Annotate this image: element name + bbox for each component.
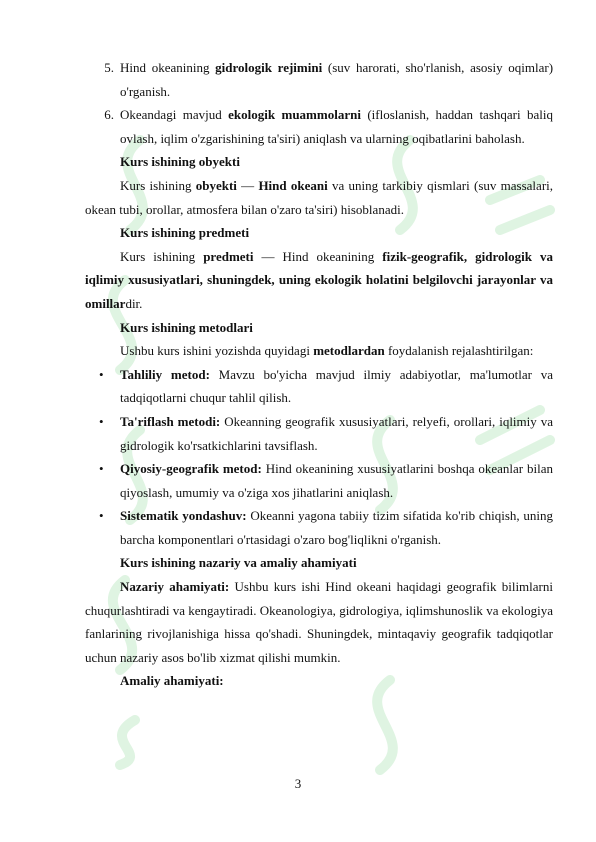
bullet-item	[85, 363, 553, 410]
text-part: foydalanish rejalashtirilgan:	[384, 343, 534, 359]
bullet-icon: •	[99, 413, 104, 429]
text-part: Ushbu kurs ishini yozishda quyidagi	[120, 343, 314, 359]
bullet-text	[120, 457, 553, 504]
item-text-part: (suv harorati, sho'rlanish, asosiy oqimlar) o'rganish.	[120, 60, 554, 99]
item-text-part: Okeandagi mavjud	[120, 107, 229, 123]
text-bold: obyekti	[195, 177, 237, 193]
paragraph-metod-intro	[85, 339, 553, 363]
text-part: — Hind okeanining	[253, 248, 383, 264]
paragraph-nazariy	[85, 575, 553, 669]
text-part: Hind okeanining xususiyatlarini boshqa okeanlar bilan qiyoslash, umumiy va o'ziga xos jihatlarini aniqlash.	[120, 461, 553, 500]
bullet-icon: •	[99, 461, 104, 477]
item-number: 6.	[104, 107, 114, 123]
bullet-text	[120, 504, 553, 551]
text-part: va uning tarkibiy qismlari (suv massalari, okean tubi, orollar, atmosfera bilan o'zaro ta'siri) hisoblanadi.	[85, 177, 554, 217]
bullet-item	[85, 410, 553, 457]
list-item	[85, 103, 553, 150]
text-part: —	[236, 177, 259, 193]
item-bold: ekologik muammolarni	[228, 107, 361, 123]
page-number: 3	[294, 776, 302, 791]
text-bold: fizik-geografik, gidrologik va iqlimiy xususiyatlari, shuningdek, uning ekologik holatini belgilovchi jarayonlar va omillar	[85, 248, 553, 311]
item-text-part: Hind okeanining	[120, 60, 216, 75]
heading-metodlar: Kurs ishining metodlari	[120, 319, 253, 335]
text-bold: predmeti	[203, 248, 254, 264]
bullet-text	[120, 410, 553, 457]
bullet-item	[85, 504, 553, 551]
text-bold: Nazariy ahamiyati:	[120, 579, 230, 595]
list-item	[85, 56, 553, 103]
bullet-text	[120, 363, 553, 410]
item-number: 5.	[104, 60, 114, 75]
text-bold: Sistematik yondashuv:	[120, 508, 247, 524]
heading-ahamiyat: Kurs ishining nazariy va amaliy ahamiyati	[120, 555, 357, 571]
bullet-item	[85, 457, 553, 504]
paragraph-predmet	[85, 245, 553, 316]
text-part: Ushbu kurs ishi Hind okeani haqidagi geografik bilimlarni chuqurlashtiradi va kengaytiradi. Okeanologiya, gidrologiya, iqlimshunoslik va ekologiya fanlarining rivojlanishiga hissa qo'shadi. Shuningdek, mintaqaviy geografik tadqiqotlar uchun nazariy asos bo'lib xizmat qilishi mumkin.	[85, 579, 553, 665]
text-part: Mavzu bo'yicha mavjud ilmiy adabiyotlar, ma'lumotlar va tadqiqotlarni chuqur tahlil qilish.	[120, 366, 553, 406]
text-bold: Ta'riflash metodi:	[120, 413, 221, 429]
item-text-part: (ifloslanish, haddan tashqari baliq ovlash, iqlim o'zgarishining ta'siri) aniqlash va ularning oqibatlarini baholash.	[120, 107, 553, 146]
text-part: Kurs ishining	[120, 248, 204, 264]
heading-amaliy: Amaliy ahamiyati:	[120, 673, 224, 689]
text-part: Okeanning geografik xususiyatlari, relyefi, orollari, iqlimiy va gidrologik ko'rsatkichlarini tavsiflash.	[120, 413, 553, 453]
text-part: Kurs ishining	[120, 177, 196, 193]
item-text	[120, 56, 553, 103]
bullet-icon: •	[99, 366, 104, 382]
body-text	[85, 56, 553, 693]
text-bold: Qiyosiy-geografik metod:	[120, 461, 262, 477]
item-bold: gidrologik rejimini	[215, 60, 323, 75]
text-bold: Tahliliy metod:	[120, 366, 210, 382]
item-text	[120, 103, 553, 150]
heading-predmet: Kurs ishining predmeti	[120, 225, 250, 241]
heading-obyekt: Kurs ishining obyekti	[120, 154, 240, 170]
text-part: Okeanni yagona tabiiy tizim sifatida ko'rib chiqish, uning barcha komponentlari o'rtasidagi o'zaro bog'liqlikni o'rganish.	[120, 508, 553, 547]
text-part: dir.	[125, 295, 143, 311]
text-bold: Hind okeani	[258, 177, 328, 193]
text-bold: metodlardan	[313, 343, 385, 359]
paragraph-obyekt	[85, 174, 553, 221]
bullet-icon: •	[99, 508, 104, 524]
